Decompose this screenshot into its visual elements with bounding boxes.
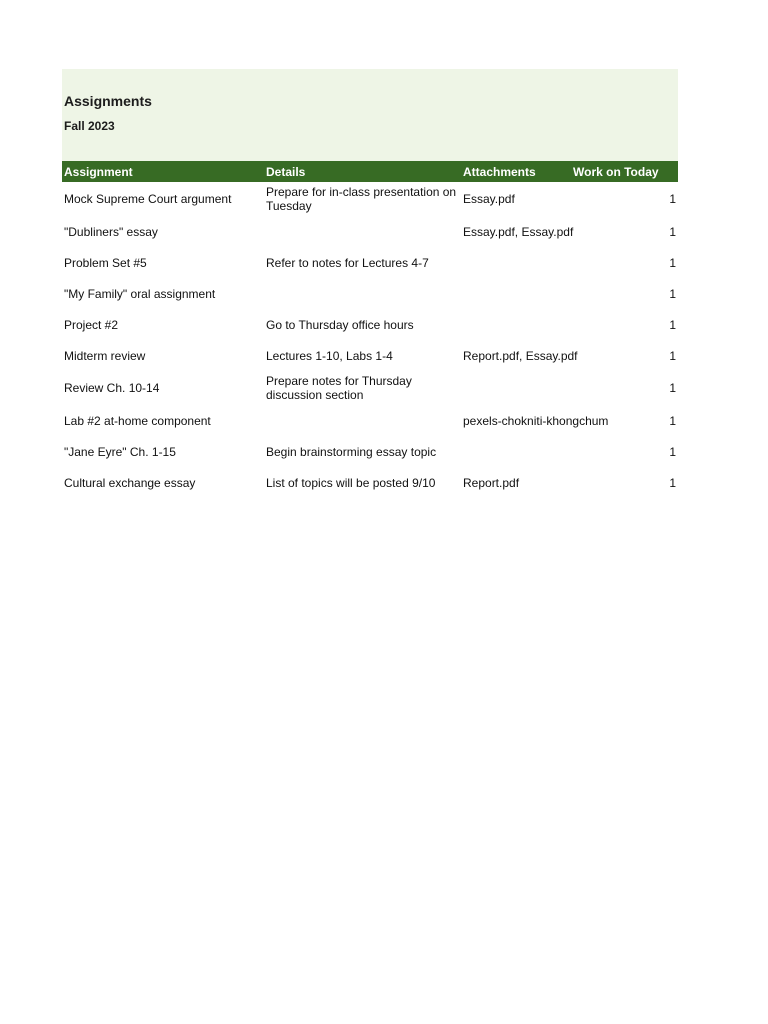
cell-work-on-today[interactable]: 1 (669, 255, 676, 270)
table-row (62, 340, 678, 371)
page-title: Assignments (64, 93, 152, 109)
cell-attachments[interactable]: Essay.pdf, Essay.pdf (463, 224, 574, 239)
cell-work-on-today[interactable]: 1 (669, 444, 676, 459)
cell-assignment[interactable]: Mock Supreme Court argument (64, 192, 232, 206)
column-header-details[interactable]: Details (266, 164, 306, 179)
cell-work-on-today[interactable]: 1 (669, 224, 676, 239)
cell-attachments[interactable]: Report.pdf (463, 475, 520, 490)
cell-attachments[interactable] (461, 309, 571, 340)
assignments-table (62, 161, 678, 498)
cell-assignment[interactable]: "Jane Eyre" Ch. 1-15 (64, 444, 176, 459)
cell-details[interactable]: Go to Thursday office hours (266, 317, 414, 332)
table-row (62, 309, 678, 340)
cell-attachments[interactable]: Report.pdf, Essay.pdf (463, 348, 578, 363)
cell-work-on-today[interactable]: 1 (669, 381, 676, 395)
cell-details[interactable]: Lectures 1-10, Labs 1-4 (266, 348, 393, 363)
table-row (62, 216, 678, 247)
table-row (62, 467, 678, 498)
cell-attachments[interactable] (461, 436, 571, 467)
table-row (62, 182, 678, 216)
cell-attachments[interactable] (461, 278, 571, 309)
cell-attachments[interactable]: Essay.pdf (463, 192, 515, 206)
cell-assignment[interactable]: Project #2 (64, 317, 119, 332)
table-row (62, 278, 678, 309)
table-row (62, 436, 678, 467)
assignments-sheet (62, 69, 678, 498)
cell-work-on-today[interactable]: 1 (669, 413, 676, 428)
cell-details[interactable] (264, 278, 461, 309)
cell-work-on-today[interactable]: 1 (669, 348, 676, 363)
column-header-work-on-today[interactable]: Work on Today (573, 164, 659, 179)
cell-attachments[interactable] (461, 371, 571, 405)
table-row (62, 405, 678, 436)
column-header-attachments[interactable]: Attachments (463, 164, 536, 179)
table-row (62, 371, 678, 405)
cell-assignment[interactable]: Problem Set #5 (64, 255, 147, 270)
cell-work-on-today[interactable]: 1 (669, 475, 676, 490)
cell-assignment[interactable]: Review Ch. 10-14 (64, 381, 160, 395)
cell-assignment[interactable]: Cultural exchange essay (64, 475, 196, 490)
table-row (62, 247, 678, 278)
cell-details[interactable]: Refer to notes for Lectures 4-7 (266, 255, 429, 270)
title-band (62, 69, 678, 161)
table-header-row (62, 161, 678, 182)
cell-attachments[interactable] (461, 247, 571, 278)
cell-work-on-today[interactable]: 1 (669, 317, 676, 332)
term-subtitle: Fall 2023 (64, 119, 115, 133)
cell-details[interactable]: Prepare for in-class presentation on Tuesday (266, 185, 457, 213)
cell-details[interactable] (264, 405, 461, 436)
cell-work-on-today[interactable]: 1 (669, 192, 676, 206)
cell-assignment[interactable]: "My Family" oral assignment (64, 286, 216, 301)
cell-attachments[interactable]: pexels-chokniti-khongchum (463, 413, 609, 428)
cell-assignment[interactable]: "Dubliners" essay (64, 224, 158, 239)
column-header-assignment[interactable]: Assignment (64, 164, 133, 179)
cell-assignment[interactable]: Lab #2 at-home component (64, 413, 211, 428)
cell-assignment[interactable]: Midterm review (64, 348, 146, 363)
cell-details[interactable] (264, 216, 461, 247)
cell-details[interactable]: List of topics will be posted 9/10 (266, 475, 436, 490)
cell-details[interactable]: Begin brainstorming essay topic (266, 444, 437, 459)
cell-work-on-today[interactable]: 1 (669, 286, 676, 301)
cell-details[interactable]: Prepare notes for Thursday discussion section (266, 374, 412, 402)
